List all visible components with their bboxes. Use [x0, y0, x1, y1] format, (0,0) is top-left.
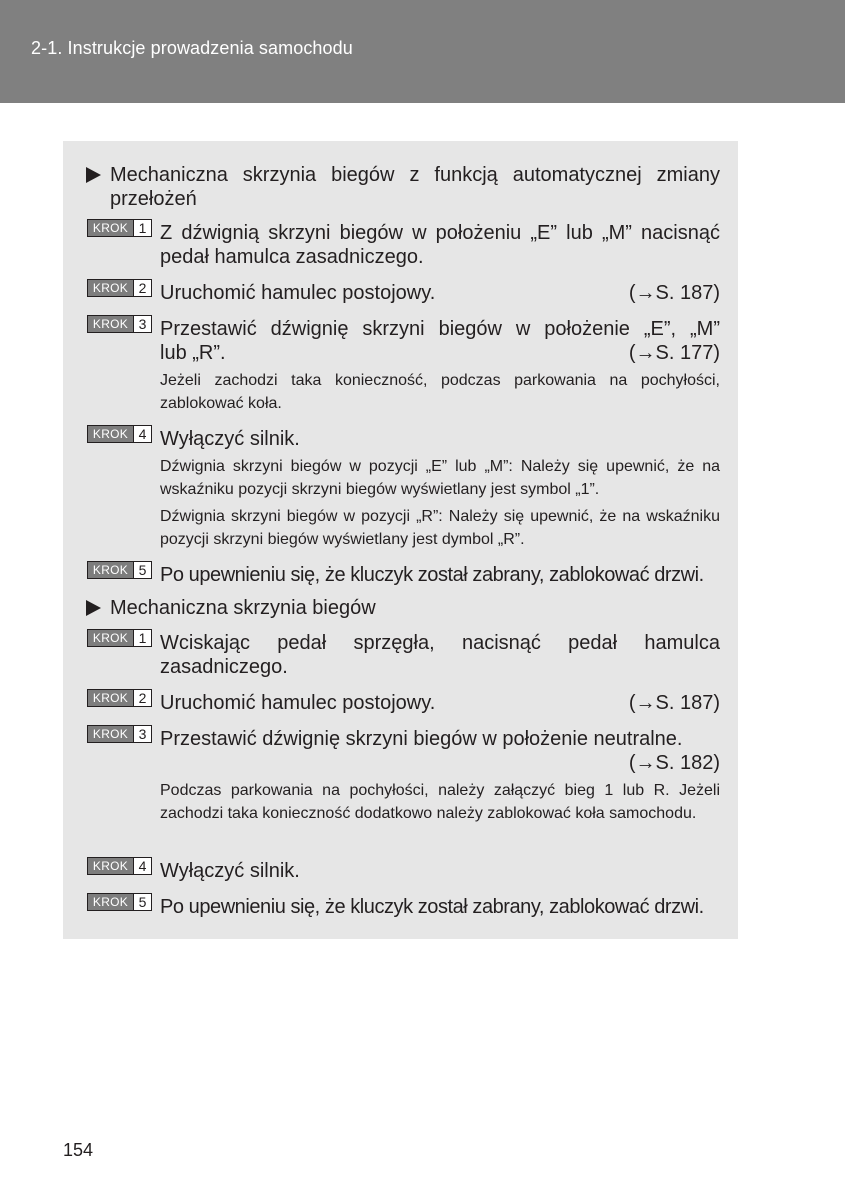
step-text: lub „R”. — [160, 342, 226, 364]
page-reference: (→S. 177) — [628, 342, 720, 364]
step-block — [160, 317, 720, 365]
step-text: Z dźwignią skrzyni biegów w położeniu „E” lub „M” nacisnąć pedał hamulca zasadniczego. — [160, 222, 720, 268]
step-badge: KROK 1 — [87, 629, 152, 647]
page-reference: (→S. 182) — [628, 752, 720, 774]
step-text: Przestawić dźwignię skrzyni biegów w położenie „E”, „M” — [160, 318, 720, 340]
step-note: Podczas parkowania na pochyłości, należy załączyć bieg 1 lub R. Jeżeli zachodzi taka konieczność dodatkowo należy zablokować koła samochodu. — [160, 782, 720, 822]
step-note: Jeżeli zachodzi taka konieczność, podczas parkowania na pochyłości, zablokować koła. — [160, 372, 720, 412]
step-row — [160, 281, 720, 305]
step-text: Wyłączyć silnik. — [160, 860, 300, 882]
chapter-title: 2-1. Instrukcje prowadzenia samochodu — [31, 38, 353, 58]
step-badge: KROK 1 — [87, 219, 152, 237]
triangle-bullet-icon — [86, 167, 101, 183]
step-text: Wyłączyć silnik. — [160, 428, 300, 450]
step-row — [160, 691, 720, 715]
triangle-bullet-icon — [86, 600, 101, 616]
step-text: Uruchomić hamulec postojowy. — [160, 692, 436, 714]
step-text: Przestawić dźwignię skrzyni biegów w położenie neutralne. — [160, 728, 683, 750]
step-badge: KROK 4 — [87, 857, 152, 875]
step-badge: KROK 5 — [87, 893, 152, 911]
section-title: Mechaniczna skrzynia biegów — [110, 597, 376, 619]
step-note: Dźwignia skrzyni biegów w pozycji „R”: Należy się upewnić, że na wskaźniku pozycji skrzyni biegów wyświetlany jest dymbol „R”. — [160, 508, 720, 548]
page-reference: (→S. 187) — [628, 282, 720, 304]
step-badge: KROK 3 — [87, 725, 152, 743]
step-badge: KROK 3 — [87, 315, 152, 333]
step-block — [160, 727, 720, 775]
page-reference: (→S. 187) — [628, 692, 720, 714]
section-title: Mechaniczna skrzynia biegów z funkcją automatycznej zmiany przełożeń — [110, 164, 720, 210]
step-text: Po upewnieniu się, że kluczyk został zabrany, zablokować drzwi. — [160, 564, 704, 586]
step-text: Wciskając pedał sprzęgła, nacisnąć pedał hamulca zasadniczego. — [160, 632, 720, 678]
step-badge: KROK 2 — [87, 279, 152, 297]
step-text: Uruchomić hamulec postojowy. — [160, 282, 436, 304]
step-text: Po upewnieniu się, że kluczyk został zabrany, zablokować drzwi. — [160, 896, 704, 918]
step-badge: KROK 4 — [87, 425, 152, 443]
page-number: 154 — [63, 1140, 94, 1160]
page-header — [0, 0, 845, 103]
step-note: Dźwignia skrzyni biegów w pozycji „E” lub „M”: Należy się upewnić, że na wskaźniku pozycji skrzyni biegów wyświetlany jest symbol „1”. — [160, 458, 720, 498]
step-badge: KROK 5 — [87, 561, 152, 579]
step-badge: KROK 2 — [87, 689, 152, 707]
